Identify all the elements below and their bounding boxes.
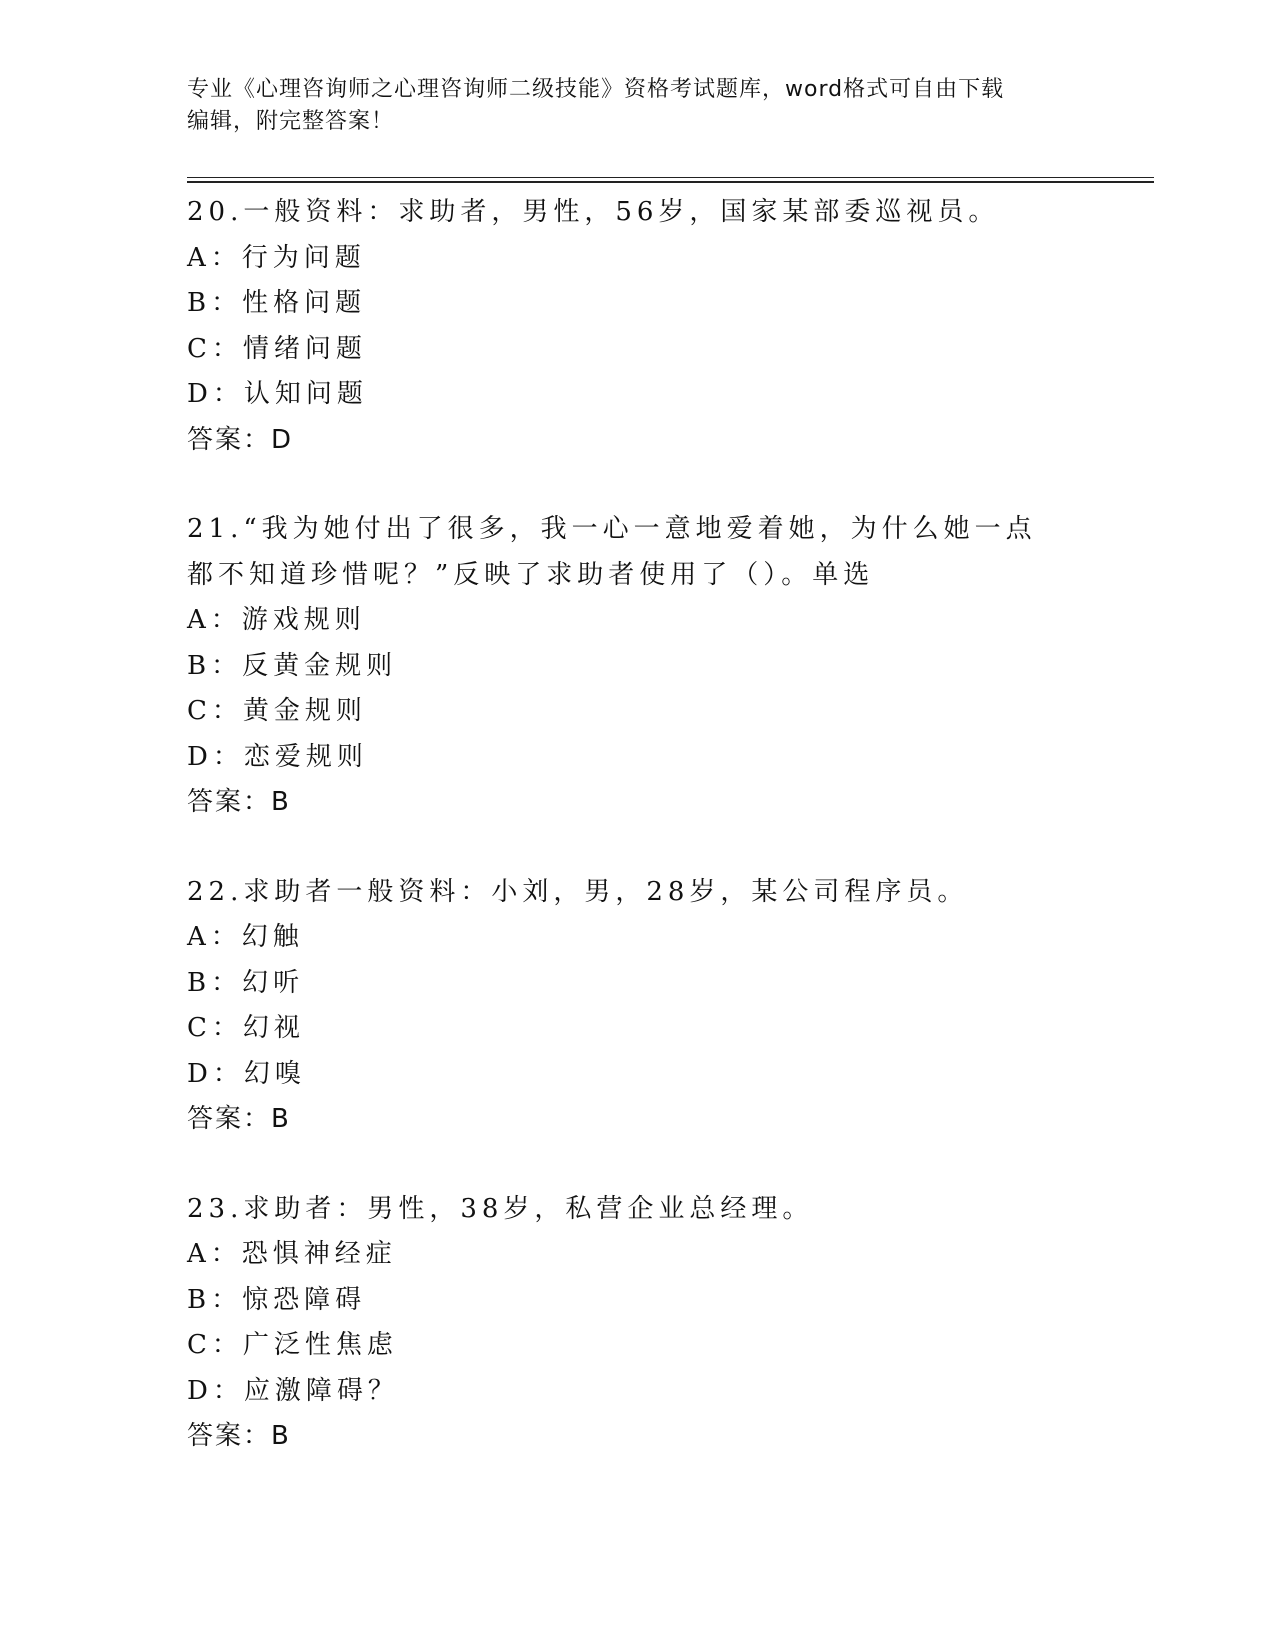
question-20	[187, 190, 1087, 463]
option-a: A：行为问题	[187, 242, 366, 273]
option-b: B：幻听	[187, 967, 305, 998]
answer-line: 答案：B	[187, 1104, 291, 1134]
question-stem: 22.求助者一般资料：小刘，男，28岁，某公司程序员。	[187, 876, 969, 907]
option-b: B：惊恐障碍	[187, 1284, 367, 1315]
question-stem: 20.一般资料：求助者，男性，56岁，国家某部委巡视员。	[187, 197, 1000, 227]
option-b: B：性格问题	[187, 288, 367, 318]
option-d: D：幻嗅	[187, 1058, 306, 1089]
question-stem: 21.“我为她付出了很多，我一心一意地爱着她，为什么她一点都不知道珍惜呢？”反映了求助者使用了（）。单选	[187, 514, 1037, 590]
option-c: C：广泛性焦虑	[187, 1330, 398, 1360]
option-a: A：幻触	[187, 922, 304, 952]
answer-line: 答案：B	[187, 1421, 291, 1451]
header-divider-thick	[187, 181, 1154, 183]
header-line-1: 专业《心理咨询师之心理咨询师二级技能》资格考试题库，word格式可自由下载	[187, 77, 1005, 102]
question-stem: 23.求助者：男性，38岁，私营企业总经理。	[187, 1193, 814, 1224]
question-23	[187, 1187, 1087, 1460]
option-c: C：黄金规则	[187, 696, 367, 726]
question-21	[187, 507, 1087, 826]
option-c: C：情绪问题	[187, 333, 367, 364]
answer-line: 答案：D	[187, 424, 294, 455]
option-d: D：恋爱规则	[187, 741, 368, 772]
option-a: A：恐惧神经症	[187, 1239, 397, 1269]
option-c: C：幻视	[187, 1013, 305, 1043]
document-header	[187, 74, 1067, 138]
answer-line: 答案：B	[187, 787, 291, 817]
option-d: D：认知问题	[187, 379, 368, 409]
option-b: B：反黄金规则	[187, 650, 398, 681]
header-divider-thin	[187, 177, 1154, 178]
question-list	[187, 190, 1087, 1504]
option-d: D：应激障碍？	[187, 1375, 399, 1406]
question-22	[187, 870, 1087, 1143]
header-line-2: 编辑，附完整答案！	[187, 109, 395, 134]
option-a: A：游戏规则	[187, 605, 366, 635]
